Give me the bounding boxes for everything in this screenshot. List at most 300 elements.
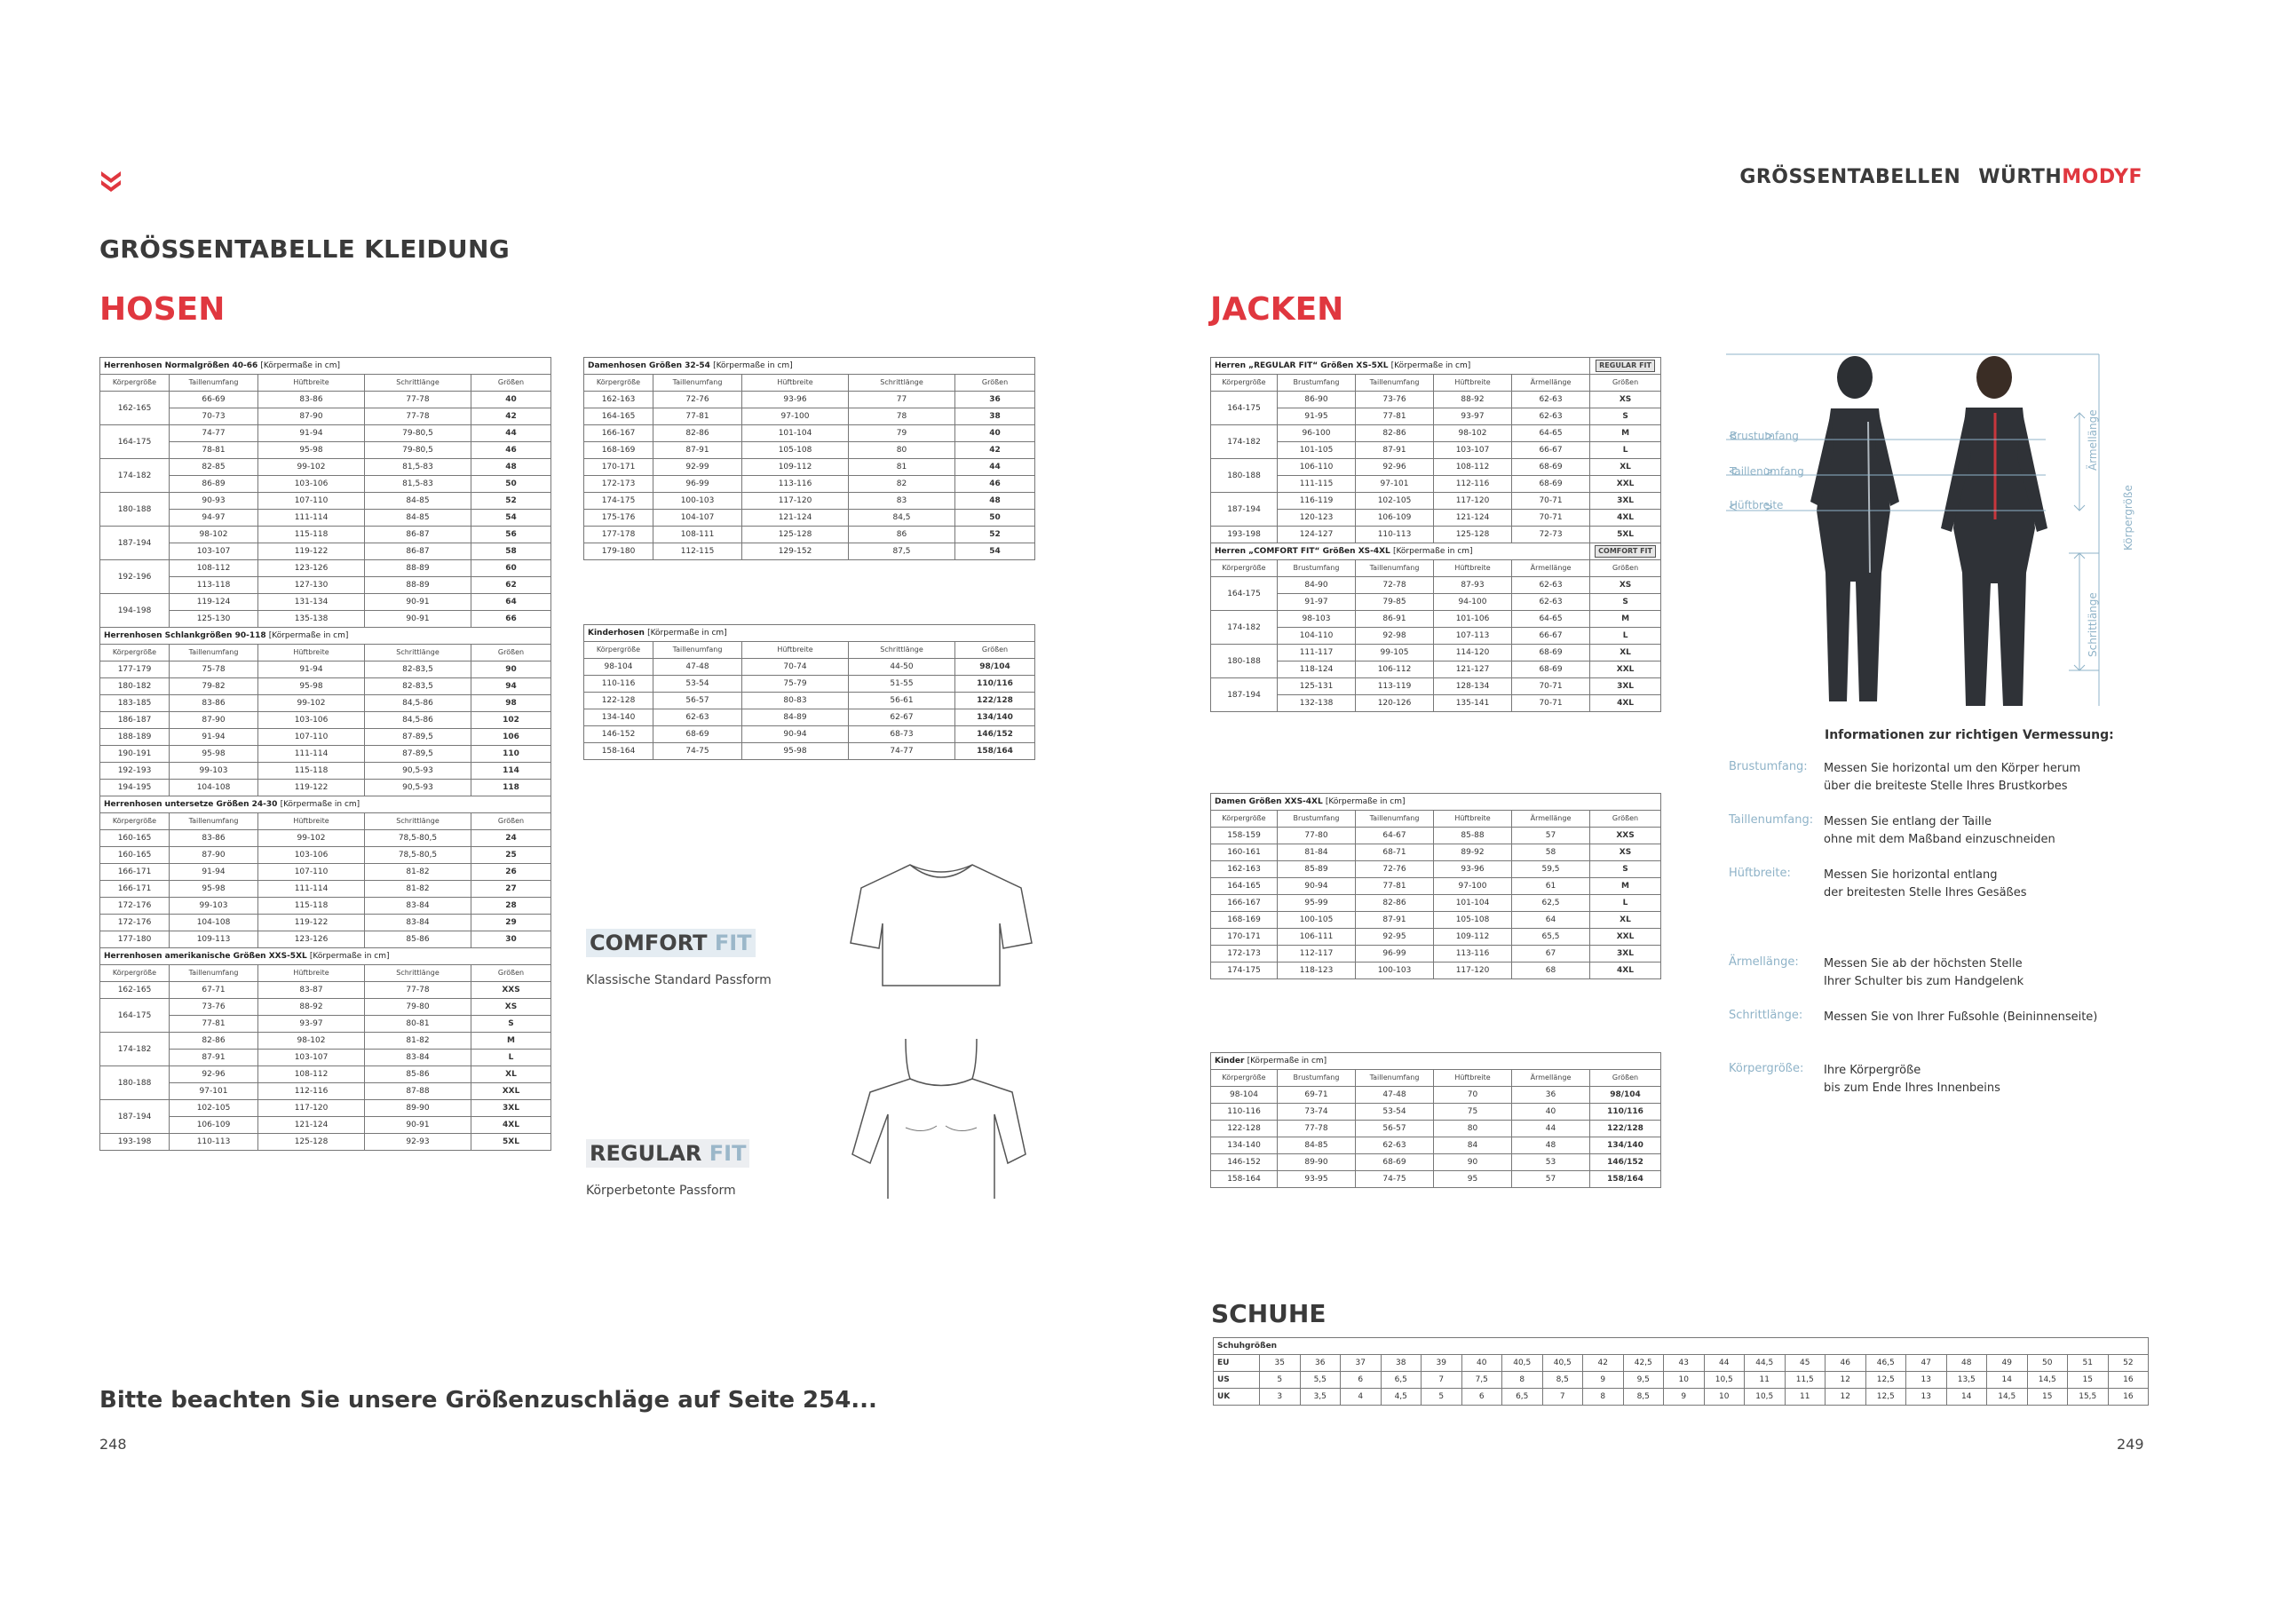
table-title-text: Kinder — [1215, 1057, 1245, 1066]
table-cell: 93-97 — [1434, 408, 1512, 425]
column-header: Körpergröße — [1211, 375, 1278, 392]
table-cell: 70 — [1434, 1087, 1512, 1104]
table-row — [100, 493, 551, 510]
table-cell: 77-80 — [1278, 828, 1356, 844]
table-cell: 64 — [471, 594, 551, 611]
table-cell: 79-85 — [1356, 594, 1434, 611]
table-cell: 194-195 — [100, 780, 170, 796]
table-cell: 101-104 — [742, 425, 849, 442]
damenhosen-table-wrap — [583, 357, 1035, 560]
table-cell: 90-94 — [1278, 878, 1356, 895]
shoe-size-cell: 15 — [2068, 1372, 2109, 1389]
table-header-row — [584, 375, 1035, 392]
table-cell: 99-105 — [1356, 645, 1434, 661]
column-header: Schrittlänge — [365, 375, 471, 392]
fig-label-huefte: Hüftbreite — [1730, 499, 1784, 511]
table-cell: 90-91 — [365, 611, 471, 628]
table-cell: 74-75 — [653, 743, 742, 760]
table-cell: 70-71 — [1512, 695, 1590, 712]
table-cell: 168-169 — [584, 442, 653, 459]
table-cell: XXL — [1590, 661, 1661, 678]
table-cell: 95-98 — [170, 881, 258, 898]
herrenjacken-tables — [1210, 357, 1661, 712]
table-cell: 64-67 — [1356, 828, 1434, 844]
column-header: Brustumfang — [1278, 375, 1356, 392]
measure-label: Hüftbreite: — [1729, 867, 1791, 880]
table-cell: 70-71 — [1512, 678, 1590, 695]
table-cell: 5XL — [1590, 527, 1661, 543]
table-cell: 98-102 — [1434, 425, 1512, 442]
table-cell: 166-167 — [1211, 895, 1278, 912]
table-row — [584, 743, 1035, 760]
table-cell: 102-105 — [1356, 493, 1434, 510]
table-title-text: Herren „COMFORT FIT“ Größen XS-4XL — [1215, 547, 1390, 556]
kinderjacken-table-wrap — [1210, 1052, 1661, 1188]
table-cell: 62 — [471, 577, 551, 594]
shoe-size-cell: 46,5 — [1865, 1355, 1906, 1372]
table-row — [100, 678, 551, 695]
table-cell: 160-165 — [100, 847, 170, 864]
table-cell: 82-86 — [170, 1033, 258, 1050]
table-cell: 106-112 — [1356, 661, 1434, 678]
measure-label: Taillenumfang: — [1729, 813, 1814, 827]
table-cell: 110-116 — [584, 676, 653, 693]
fig-label-brust: Brustumfang — [1730, 430, 1799, 442]
table-cell: 3XL — [1590, 678, 1661, 695]
shoe-size-cell: 8,5 — [1623, 1389, 1664, 1406]
table-cell: 87-91 — [1356, 912, 1434, 929]
shoe-size-cell: 16 — [2108, 1372, 2149, 1389]
table-row — [100, 864, 551, 881]
table-cell: 86-91 — [1356, 611, 1434, 628]
table-cell: 72-76 — [653, 392, 742, 408]
table-cell: 160-161 — [1211, 844, 1278, 861]
table-cell: 62-67 — [849, 709, 955, 726]
column-header: Taillenumfang — [1356, 811, 1434, 828]
table-row — [100, 729, 551, 746]
table-cell: 174-175 — [1211, 963, 1278, 979]
table-cell: 82-86 — [1356, 895, 1434, 912]
table-cell: 122/128 — [1590, 1121, 1661, 1137]
table-cell: 66-67 — [1512, 628, 1590, 645]
table-cell: 68-69 — [1512, 476, 1590, 493]
table-cell: 74-75 — [1356, 1171, 1434, 1188]
table-cell: 62-63 — [1356, 1137, 1434, 1154]
table-title-row — [1211, 358, 1661, 375]
table-cell: 160-165 — [100, 830, 170, 847]
table-cell: 83-84 — [365, 898, 471, 915]
table-cell: 77-78 — [1278, 1121, 1356, 1137]
table-cell: 98-102 — [258, 1033, 365, 1050]
table-cell: 180-188 — [100, 493, 170, 527]
table-cell: 98/104 — [1590, 1087, 1661, 1104]
table-cell: 135-138 — [258, 611, 365, 628]
table-cell: 92-98 — [1356, 628, 1434, 645]
table-cell: 95-99 — [1278, 895, 1356, 912]
column-header: Ärmellänge — [1512, 1070, 1590, 1087]
table-row — [584, 659, 1035, 676]
column-header: Schrittlänge — [365, 813, 471, 830]
table-cell: 77-81 — [653, 408, 742, 425]
table-cell: 44-50 — [849, 659, 955, 676]
table-cell: 180-182 — [100, 678, 170, 695]
table-subtitle: [Körpermaße in cm] — [1247, 1057, 1327, 1066]
table-row — [584, 726, 1035, 743]
table-cell: 85-88 — [1434, 828, 1512, 844]
shoe-size-cell: 9 — [1664, 1389, 1705, 1406]
table-title — [100, 796, 551, 813]
table-row — [100, 746, 551, 763]
shoe-size-cell: 5 — [1260, 1372, 1301, 1389]
table-cell: 75-78 — [170, 661, 258, 678]
table-cell: 90 — [1434, 1154, 1512, 1171]
table-row — [584, 676, 1035, 693]
shoe-size-cell: 3 — [1260, 1389, 1301, 1406]
fig-label-taille: Taillenumfang — [1730, 465, 1804, 478]
table-cell: 87,5 — [849, 543, 955, 560]
table-title-text: Damen Größen XXS-4XL — [1215, 797, 1323, 806]
regular-fit-label — [586, 1139, 749, 1168]
shoe-size-cell: 13 — [1906, 1372, 1947, 1389]
table-cell: 83-86 — [258, 392, 365, 408]
fig-label-koerper: Körpergröße — [2122, 485, 2134, 551]
table-title — [1211, 1053, 1661, 1070]
table-header-row — [1211, 811, 1661, 828]
fit-badge-text: REGULAR FIT — [1596, 360, 1655, 372]
table-cell: 87-93 — [1434, 577, 1512, 594]
table-cell: 100-105 — [1278, 912, 1356, 929]
shoe-size-cell: 36 — [1300, 1355, 1341, 1372]
measure-desc-line1: Messen Sie von Ihrer Fußsohle (Beininnenseite) — [1824, 1010, 2098, 1024]
brand-accent: MODYF — [2062, 166, 2142, 188]
table-cell: 85-86 — [365, 931, 471, 948]
table-title-row — [584, 625, 1035, 642]
table-row — [1211, 577, 1661, 594]
table-cell: 77-78 — [365, 408, 471, 425]
table-cell: 50 — [955, 510, 1035, 527]
table-row — [100, 763, 551, 780]
table-cell: 112-116 — [1434, 476, 1512, 493]
table-cell: 69-71 — [1278, 1087, 1356, 1104]
table-row — [100, 594, 551, 611]
table-title-row — [1211, 1053, 1661, 1070]
comfort-fit-label — [586, 929, 756, 957]
table-title-text: Herrenhosen Normalgrößen 40-66 — [104, 361, 258, 370]
table-cell: 158-164 — [1211, 1171, 1278, 1188]
table-cell: 81-84 — [1278, 844, 1356, 861]
table-header-row — [100, 965, 551, 982]
table-cell: 174-182 — [1211, 425, 1278, 459]
table-cell: 61 — [1512, 878, 1590, 895]
table-cell: 114-120 — [1434, 645, 1512, 661]
measure-title: Informationen zur richtigen Vermessung: — [1825, 728, 2114, 742]
table-cell: 105-108 — [1434, 912, 1512, 929]
table-title — [584, 358, 1035, 375]
table-cell: 62-63 — [1512, 408, 1590, 425]
table-cell: 87-88 — [365, 1083, 471, 1100]
shoe-row — [1214, 1389, 2149, 1406]
table-cell: 70-71 — [1512, 493, 1590, 510]
table-cell: 64-65 — [1512, 425, 1590, 442]
shoe-size-cell: 12,5 — [1865, 1389, 1906, 1406]
table-cell: 83-86 — [170, 830, 258, 847]
column-header: Ärmellänge — [1512, 375, 1590, 392]
table-cell: 101-104 — [1434, 895, 1512, 912]
table-cell: 102 — [471, 712, 551, 729]
measure-desc-line2: bis zum Ende Ihres Innenbeins — [1824, 1081, 2000, 1095]
table-cell: 98-102 — [170, 527, 258, 543]
table-cell: 180-188 — [1211, 645, 1278, 678]
shoe-row — [1214, 1372, 2149, 1389]
table-cell: 79-80,5 — [365, 425, 471, 442]
table-cell: M — [471, 1033, 551, 1050]
table-cell: 95 — [1434, 1171, 1512, 1188]
table-row — [1211, 828, 1661, 844]
shoe-size-cell: 6,5 — [1502, 1389, 1543, 1406]
shoe-size-cell: 40,5 — [1502, 1355, 1543, 1372]
table-cell: 99-102 — [258, 695, 365, 712]
table-cell: 180-188 — [1211, 459, 1278, 493]
table-cell: 56-57 — [1356, 1121, 1434, 1137]
shoe-size-cell: 12 — [1826, 1389, 1866, 1406]
table-cell: 90-91 — [365, 594, 471, 611]
shoe-size-cell: 10,5 — [1704, 1372, 1745, 1389]
table-row — [100, 695, 551, 712]
table-cell: 25 — [471, 847, 551, 864]
table-cell: 40 — [1512, 1104, 1590, 1121]
shoe-size-cell: 50 — [2027, 1355, 2068, 1372]
column-header: Taillenumfang — [170, 965, 258, 982]
table-cell: 24 — [471, 830, 551, 847]
page-number-left: 248 — [99, 1436, 127, 1453]
table-cell: 62-63 — [1512, 577, 1590, 594]
table-cell: 3XL — [1590, 493, 1661, 510]
table-cell: 89-90 — [1278, 1154, 1356, 1171]
brand-prefix: GRÖSSENTABELLEN — [1739, 166, 1961, 188]
table-cell: XS — [1590, 392, 1661, 408]
table-row — [1211, 645, 1661, 661]
table-cell: 4XL — [471, 1117, 551, 1134]
shoe-size-cell: 7 — [1542, 1389, 1583, 1406]
table-cell: 107-110 — [258, 864, 365, 881]
table-cell: 193-198 — [100, 1134, 170, 1151]
table-row — [100, 712, 551, 729]
table-row — [584, 510, 1035, 527]
table-cell: 92-96 — [170, 1066, 258, 1083]
table-cell: 68-71 — [1356, 844, 1434, 861]
table-row — [100, 881, 551, 898]
table-cell: 95-98 — [742, 743, 849, 760]
fig-label-schritt: Schrittlänge — [2087, 592, 2099, 657]
table-cell: 179-180 — [584, 543, 653, 560]
table-cell: 101-105 — [1278, 442, 1356, 459]
table-cell: S — [1590, 408, 1661, 425]
table-cell: 83-84 — [365, 915, 471, 931]
table-cell: 103-107 — [1434, 442, 1512, 459]
fig-label-aermel: Ärmellänge — [2087, 409, 2099, 471]
table-cell: M — [1590, 611, 1661, 628]
table-cell: 94-100 — [1434, 594, 1512, 611]
table-subtitle: [Körpermaße in cm] — [647, 629, 727, 638]
table-cell: 92-95 — [1356, 929, 1434, 946]
table-cell: 67-71 — [170, 982, 258, 999]
table-cell: 192-196 — [100, 560, 170, 594]
table-cell: 65,5 — [1512, 929, 1590, 946]
table-cell: XXL — [471, 1083, 551, 1100]
table-row — [100, 1066, 551, 1083]
table-cell: 120-123 — [1278, 510, 1356, 527]
table-cell: M — [1590, 878, 1661, 895]
table-cell: 118-123 — [1278, 963, 1356, 979]
table-cell: 113-119 — [1356, 678, 1434, 695]
table-cell: 85-89 — [1278, 861, 1356, 878]
table-cell: 77-78 — [365, 982, 471, 999]
table-cell: S — [471, 1016, 551, 1033]
table-cell: 164-175 — [100, 999, 170, 1033]
table-cell: 91-94 — [170, 864, 258, 881]
table-cell: 122-128 — [584, 693, 653, 709]
table-cell: 84-85 — [365, 510, 471, 527]
table-cell: 74-77 — [849, 743, 955, 760]
table-cell: 174-182 — [100, 459, 170, 493]
table-cell: 80-81 — [365, 1016, 471, 1033]
column-header: Hüftbreite — [1434, 560, 1512, 577]
table-cell: 134-140 — [1211, 1137, 1278, 1154]
table-cell: 68-69 — [653, 726, 742, 743]
table-row — [1211, 963, 1661, 979]
shoe-size-cell: 15 — [2027, 1389, 2068, 1406]
table-cell: 93-95 — [1278, 1171, 1356, 1188]
table-cell: 117-120 — [742, 493, 849, 510]
table-cell: 84 — [1434, 1137, 1512, 1154]
table-cell: 3XL — [471, 1100, 551, 1117]
shoe-size-cell: 11 — [1785, 1389, 1826, 1406]
table-row — [100, 661, 551, 678]
table-title — [100, 628, 551, 645]
column-header: Taillenumfang — [1356, 1070, 1434, 1087]
table-cell: 100-103 — [653, 493, 742, 510]
table-title — [1211, 358, 1590, 375]
table-cell: 54 — [955, 543, 1035, 560]
table-cell: 86-90 — [1278, 392, 1356, 408]
table-cell: 164-175 — [1211, 577, 1278, 611]
table-cell: 29 — [471, 915, 551, 931]
table-cell: 120-126 — [1356, 695, 1434, 712]
table-cell: 82-85 — [170, 459, 258, 476]
table-cell: 47-48 — [653, 659, 742, 676]
shoe-size-cell: 6 — [1461, 1389, 1502, 1406]
column-header: Größen — [471, 965, 551, 982]
table-cell: 81-82 — [365, 881, 471, 898]
table-cell: 44 — [1512, 1121, 1590, 1137]
measure-label: Ärmellänge: — [1729, 955, 1799, 969]
table-cell: XXL — [1590, 929, 1661, 946]
measure-desc-line1: Messen Sie horizontal um den Körper herum — [1824, 762, 2081, 775]
table-cell: 64 — [1512, 912, 1590, 929]
table-cell: 53-54 — [1356, 1104, 1434, 1121]
table-row — [1211, 1121, 1661, 1137]
table-row — [1211, 628, 1661, 645]
table-row — [1211, 1154, 1661, 1171]
table-cell: 118-124 — [1278, 661, 1356, 678]
column-header: Körpergröße — [1211, 811, 1278, 828]
table-cell: 172-173 — [584, 476, 653, 493]
column-header: Größen — [955, 375, 1035, 392]
table-cell: 98-104 — [584, 659, 653, 676]
column-header: Hüftbreite — [258, 375, 365, 392]
table-cell: 107-113 — [1434, 628, 1512, 645]
table-header-row — [100, 375, 551, 392]
table-cell: 112-116 — [258, 1083, 365, 1100]
table-cell: 66-69 — [170, 392, 258, 408]
table-cell: 102-105 — [170, 1100, 258, 1117]
table-cell: 109-113 — [170, 931, 258, 948]
table-cell: 82-86 — [1356, 425, 1434, 442]
table-row — [1211, 844, 1661, 861]
comfort-fit-shirt-icon — [843, 854, 1039, 987]
table-subtitle: [Körpermaße in cm] — [309, 952, 390, 961]
table-row — [584, 527, 1035, 543]
table-cell: 70-74 — [742, 659, 849, 676]
table-cell: 123-126 — [258, 560, 365, 577]
table-cell: 96-100 — [1278, 425, 1356, 442]
shoe-size-cell: 9,5 — [1623, 1372, 1664, 1389]
table-cell: 84,5-86 — [365, 712, 471, 729]
table-cell: 94-97 — [170, 510, 258, 527]
table-row — [1211, 442, 1661, 459]
shoe-size-cell: 13,5 — [1946, 1372, 1987, 1389]
table-cell: 108-112 — [170, 560, 258, 577]
table-cell: 98/104 — [955, 659, 1035, 676]
table-cell: 87-90 — [170, 847, 258, 864]
column-header: Ärmellänge — [1512, 811, 1590, 828]
table-row — [584, 476, 1035, 493]
table-cell: 64-65 — [1512, 611, 1590, 628]
table-title — [100, 948, 551, 965]
table-cell: 90-91 — [365, 1117, 471, 1134]
table-subtitle: [Körpermaße in cm] — [268, 631, 349, 640]
table-cell: 128-134 — [1434, 678, 1512, 695]
damenjacken-table-wrap — [1210, 793, 1661, 979]
table-cell: 146/152 — [955, 726, 1035, 743]
column-header: Ärmellänge — [1512, 560, 1590, 577]
table-cell: 113-116 — [1434, 946, 1512, 963]
table-cell: 72-73 — [1512, 527, 1590, 543]
table-cell: XL — [471, 1066, 551, 1083]
measurement-figures-image — [1726, 351, 2152, 715]
table-cell: 70-73 — [170, 408, 258, 425]
table-cell: 124-127 — [1278, 527, 1356, 543]
table-cell: 88-89 — [365, 560, 471, 577]
table-row — [584, 442, 1035, 459]
shoe-size-cell: 3,5 — [1300, 1389, 1341, 1406]
table-row — [100, 931, 551, 948]
table-cell: 79 — [849, 425, 955, 442]
table-cell: XS — [1590, 844, 1661, 861]
table-cell: 36 — [1512, 1087, 1590, 1104]
table-row — [1211, 1104, 1661, 1121]
table-cell: 44 — [471, 425, 551, 442]
table-row — [100, 459, 551, 476]
table-cell: 62-63 — [1512, 392, 1590, 408]
table-cell: XS — [471, 999, 551, 1016]
fit-badge-text: COMFORT FIT — [1595, 545, 1656, 558]
table-cell: 88-92 — [1434, 392, 1512, 408]
fit-badge — [1590, 358, 1661, 375]
shoe-size-cell: 39 — [1422, 1355, 1462, 1372]
table-title-text: Herrenhosen untersetze Größen 24-30 — [104, 800, 278, 809]
table-row — [1211, 1171, 1661, 1188]
